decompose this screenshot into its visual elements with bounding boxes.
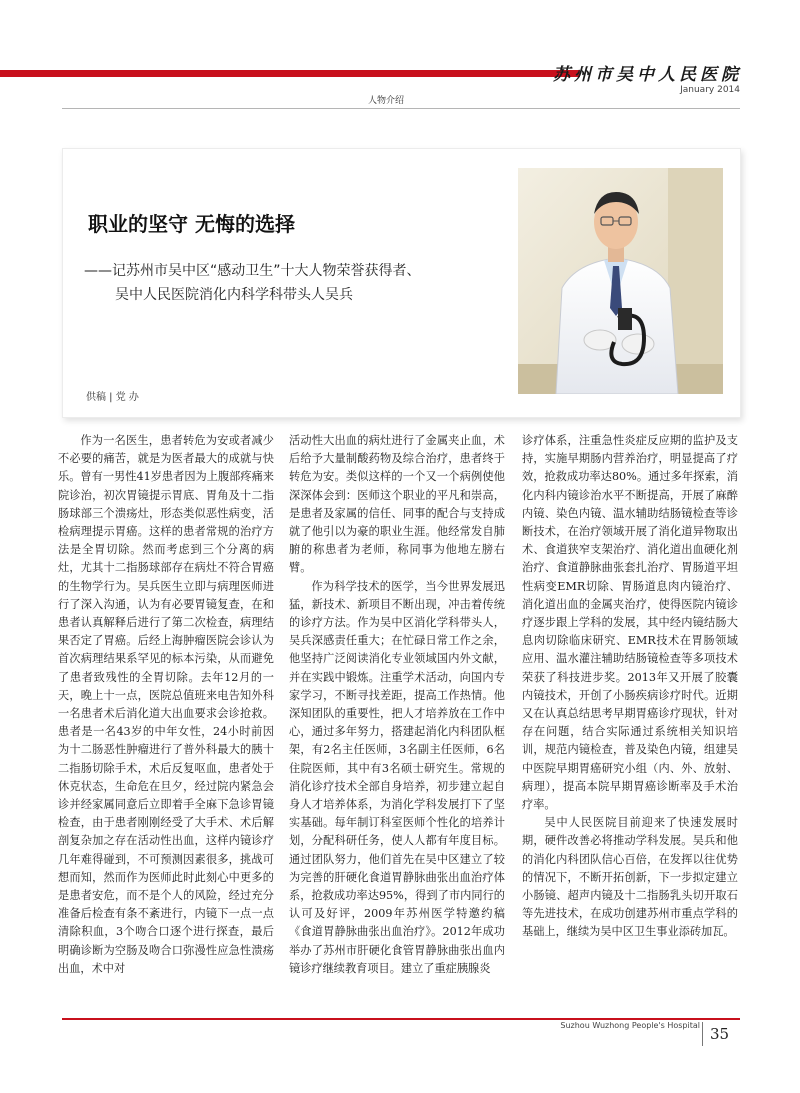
doctor-portrait-photo: [518, 168, 723, 394]
article-column-1: [58, 432, 274, 978]
article-column-2: [289, 432, 505, 978]
hospital-name: 苏州市吴中人民医院: [553, 65, 742, 85]
article-byline: 供稿 | 党 办: [86, 392, 139, 403]
article-paragraph: 活动性大出血的病灶进行了金属夹止血，术后给予大量制酸药物及综合治疗，患者终于转危为安。类似这样的一个又一个病例使他深深体会到：医师这个职业的平凡和崇高，是患者及家属的信任、同事的配合与支持成就了他引以为豪的职业生涯。他经常发自肺腑的称患者为老师，称同事为他地左膀右臂。: [289, 434, 505, 575]
footer-divider: [62, 1018, 740, 1020]
article-column-3: [522, 432, 738, 942]
page-number: 35: [710, 1025, 730, 1043]
article-subtitle-line-2: 吴中人民医院消化内科学科带头人吴兵: [115, 287, 353, 303]
article-paragraph: 诊疗体系，注重急性炎症反应期的监护及支持，实施早期肠内营养治疗，明显提高了疗效，抢救成功率达80%。通过多年探索，消化内科内镜诊治水平不断提高，开展了麻醉内镜、染色内镜、温水辅助结肠镜检查等诊断技术，在治疗领域开展了消化道异物取出术、食道狭窄支架治疗、消化道出血硬化剂治疗、食道静脉曲张套扎治疗、胃肠道平坦性病变EMR切除、胃肠道息肉内镜治疗、消化道出血的金属夹治疗，使得医院内镜诊疗逐步跟上学科的发展，其中经内镜结肠大息肉切除临床研究、EMR技术在胃肠领域应用、温水灌注辅助结肠镜检查等多项技术荣获了科技进步奖。2013年又开展了胶囊内镜技术，开创了小肠疾病诊疗时代。近期又在认真总结思考早期胃癌诊疗现状，针对存在问题，结合实际通过系统相关知识培训，规范内镜检查，普及染色内镜，组建吴中医院早期胃癌研究小组（内、外、放射、病理），提高本院早期胃癌诊断率及手术治疗率。: [522, 434, 738, 812]
section-label: 人物介绍: [368, 96, 405, 106]
article-paragraph: 作为科学技术的医学，当今世界发展迅猛，新技术、新项目不断出现，冲击着传统的诊疗方法。作为吴中区消化学科带头人，吴兵深感责任重大；在忙碌日常工作之余，他坚持广泛阅读消化专业领域国内外文献，并在实践中锻炼。注重学术活动，向国内专家学习，不断寻找差距，提高工作热情。他深知团队的重要性，把人才培养放在工作中心，通过多年努力，搭建起消化内科团队框架，有2名主任医师，3名副主任医师，6名住院医师，其中有3名硕士研究生。常规的消化诊疗技术全部自身培养，初步建立起自身人才培养体系，为消化学科发展打下了坚实基础。每年制订科室医师个性化的培养计划，分配科研任务，使人人都有年度目标。通过团队努力，他们首先在吴中区建立了较为完善的肝硬化食道胃静脉曲张出血治疗体系，抢救成功率达95%，得到了市内同行的认可及好评，2009年苏州医学特邀约稿《食道胃静脉曲张出血治疗》。2012年成功举办了苏州市肝硬化食管胃静脉曲张出血内镜诊疗继续教育项目。建立了重症胰腺炎: [289, 579, 505, 975]
header-divider: [62, 108, 740, 109]
article-subtitle-line-1: ——记苏州市吴中区“感动卫生”十大人物荣誉获得者、: [84, 263, 421, 279]
article-title: 职业的坚守 无悔的选择: [88, 212, 295, 236]
page-number-divider: [702, 1022, 703, 1046]
issue-date: January 2014: [680, 85, 740, 95]
article-paragraph: 作为一名医生，患者转危为安或者减少不必要的痛苦，就是为医者最大的成就与快乐。曾有一男性41岁患者因为上腹部疼痛来院诊治，初次胃镜提示胃底、胃角及十二指肠球部三个溃疡灶，形态类似恶性病变，活检病理提示胃癌。这样的患者常规的治疗方法是全胃切除。然而考虑到三个分离的病灶，尤其十二指肠球部存在病灶不符合胃癌的生物学行为。吴兵医生立即与病理医师进行了深入沟通，认为有必要胃镜复查，在和患者认真解释后进行了第二次检查，病理结果否定了胃癌。后经上海肿瘤医院会诊认为首次病理结果系罕见的标本污染，从而避免了患者致残性的全胃切除。去年12月的一天，晚上十一点，医院总值班来电告知外科一名患者术后消化道大出血要求会诊抢救。患者是一名43岁的中年女性，24小时前因为十二肠恶性肿瘤进行了普外科最大的胰十二指肠切除手术，术后反复呕血，患者处于休克状态，生命危在旦夕，经过院内紧急会诊并经家属同意后立即着手全麻下急诊胃镜检查，由于患者刚刚经受了大手术、术后解剖复杂加之存在活动性出血，这样内镜诊疗几年难得碰到，不可预测因素很多，挑战可想而知，然而作为医师此时此刻心中更多的是患者安危，而不是个人的风险，经过充分准备后检查有条不紊进行，内镜下一点一点清除积血，3个吻合口逐个进行探查，最后明确诊断为空肠及吻合口弥漫性应急性溃疡出血，术中对: [58, 434, 274, 975]
article-paragraph: 吴中人民医院目前迎来了快速发展时期，硬件改善必将推动学科发展。吴兵和他的消化内科团队信心百倍，在发挥以往优势的情况下，不断开拓创新，下一步拟定建立小肠镜、超声内镜及十二指肠乳头切开取石等先进技术，在成功创建苏州市重点学科的基础上，继续为吴中区卫生事业添砖加瓦。: [522, 816, 738, 939]
publication-name: Suzhou Wuzhong People's Hospital: [560, 1021, 700, 1030]
header-accent-bar: [0, 70, 580, 77]
